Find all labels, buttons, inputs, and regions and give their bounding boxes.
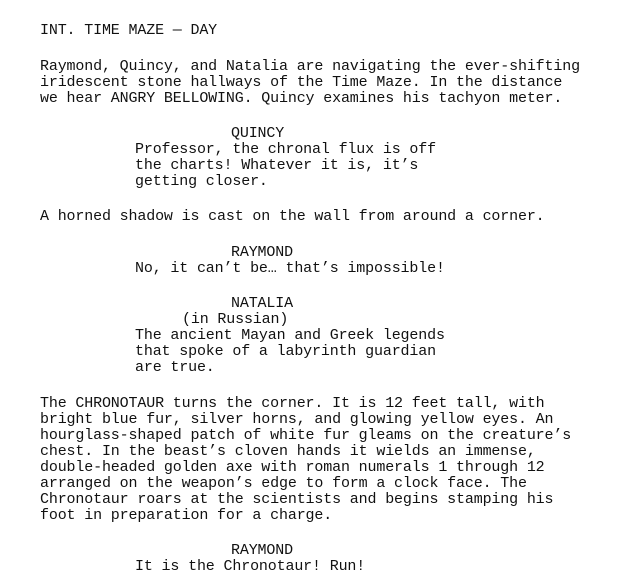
dialogue-line: are true. <box>135 359 215 376</box>
action-line: Raymond, Quincy, and Natalia are navigating the ever-shifting <box>40 58 580 75</box>
action-line: iridescent stone hallways of the Time Maze. In the distance <box>40 74 563 91</box>
dialogue-line: No, it can’t be… that’s impossible! <box>135 260 445 277</box>
action-line: Chronotaur roars at the scientists and begins stamping his <box>40 491 554 508</box>
action-line: The CHRONOTAUR turns the corner. It is 12 feet tall, with <box>40 395 545 412</box>
action-line: arranged on the weapon’s edge to form a clock face. The <box>40 475 527 492</box>
dialogue-line: the charts! Whatever it is, it’s <box>135 157 419 174</box>
action-line: A horned shadow is cast on the wall from around a corner. <box>40 208 545 225</box>
action-line: bright blue fur, silver horns, and glowing yellow eyes. An <box>40 411 554 428</box>
parenthetical: (in Russian) <box>182 311 289 328</box>
dialogue-line: that spoke of a labyrinth guardian <box>135 343 436 360</box>
character-name-natalia: NATALIA <box>231 295 293 312</box>
dialogue-line: The ancient Mayan and Greek legends <box>135 327 445 344</box>
character-name-quincy: QUINCY <box>231 125 285 142</box>
dialogue-line: getting closer. <box>135 173 268 190</box>
action-line: double-headed golden axe with roman numerals 1 through 12 <box>40 459 545 476</box>
dialogue-line: Professor, the chronal flux is off <box>135 141 436 158</box>
action-line: chest. In the beast’s cloven hands it wields an immense, <box>40 443 536 460</box>
scene-heading: INT. TIME MAZE — DAY <box>40 22 218 39</box>
action-line: we hear ANGRY BELLOWING. Quincy examines his tachyon meter. <box>40 90 563 107</box>
character-name-raymond: RAYMOND <box>231 542 293 559</box>
action-line: hourglass-shaped patch of white fur gleams on the creature’s <box>40 427 572 444</box>
action-line: foot in preparation for a charge. <box>40 507 333 524</box>
dialogue-line: It is the Chronotaur! Run! <box>135 558 366 575</box>
character-name-raymond: RAYMOND <box>231 244 293 261</box>
